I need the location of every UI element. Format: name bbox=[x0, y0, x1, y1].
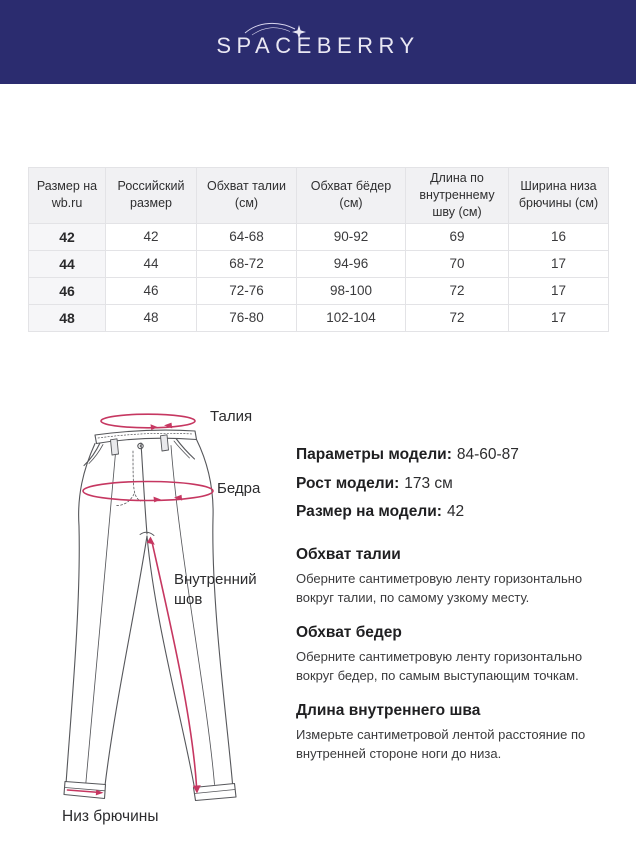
table-cell: 70 bbox=[406, 250, 509, 277]
table-cell: 44 bbox=[106, 250, 197, 277]
guide-title-inseam: Длина внутреннего шва bbox=[296, 702, 481, 719]
table-cell: 90-92 bbox=[297, 223, 406, 250]
table-cell: 46 bbox=[29, 277, 106, 304]
model-params-value: 84-60-87 bbox=[456, 446, 519, 463]
table-row bbox=[29, 277, 609, 304]
table-cell: 98-100 bbox=[297, 277, 406, 304]
col-header-inseam: Длина по внутреннему шву (см) bbox=[406, 168, 509, 224]
col-header-wb-size: Размер на wb.ru bbox=[29, 168, 106, 224]
col-header-ru-size: Российский размер bbox=[106, 168, 197, 224]
model-size-value: 42 bbox=[446, 503, 465, 520]
model-height-line bbox=[296, 470, 519, 499]
measure-guide bbox=[296, 546, 618, 780]
table-cell: 17 bbox=[509, 277, 609, 304]
diagram-label-waist: Талия bbox=[210, 408, 253, 425]
model-size-label: Размер на модели: bbox=[296, 503, 442, 520]
table-cell: 94-96 bbox=[297, 250, 406, 277]
table-cell: 16 bbox=[509, 223, 609, 250]
diagram-label-hips: Бедра bbox=[217, 480, 261, 497]
col-header-hips: Обхват бёдер (см) bbox=[297, 168, 406, 224]
table-cell: 64-68 bbox=[197, 223, 297, 250]
col-header-waist: Обхват талии (см) bbox=[197, 168, 297, 224]
table-cell: 42 bbox=[29, 223, 106, 250]
brand-banner bbox=[0, 0, 636, 84]
pants-sketch bbox=[55, 390, 285, 840]
table-cell: 72 bbox=[406, 304, 509, 331]
table-cell: 48 bbox=[106, 304, 197, 331]
table-cell: 42 bbox=[106, 223, 197, 250]
size-table bbox=[28, 167, 609, 332]
brand-name: SPACEBERRY bbox=[216, 33, 420, 58]
table-cell: 17 bbox=[509, 304, 609, 331]
table-cell: 44 bbox=[29, 250, 106, 277]
table-cell: 46 bbox=[106, 277, 197, 304]
table-row bbox=[29, 304, 609, 331]
table-cell: 17 bbox=[509, 250, 609, 277]
col-header-hem-width: Ширина низа брючины (см) bbox=[509, 168, 609, 224]
table-cell: 69 bbox=[406, 223, 509, 250]
model-params-label: Параметры модели: bbox=[296, 446, 452, 463]
model-info bbox=[296, 441, 519, 527]
guide-text-waist: Оберните сантиметровую ленту горизонтально вокруг талии, по самому узкому месту. bbox=[296, 571, 583, 605]
guide-text-hips: Оберните сантиметровую ленту горизонтально вокруг бедер, по самым выступающим точкам. bbox=[296, 649, 583, 683]
model-height-label: Рост модели: bbox=[296, 474, 400, 492]
table-row bbox=[29, 250, 609, 277]
diagram-label-inseam: Внутренний шов bbox=[174, 571, 257, 608]
guide-section-inseam bbox=[296, 702, 618, 763]
guide-section-waist bbox=[296, 546, 618, 607]
table-cell: 72-76 bbox=[197, 277, 297, 304]
model-height-value: 173 см bbox=[404, 474, 453, 492]
guide-title-hips: Обхват бедер bbox=[296, 624, 402, 641]
guide-text-inseam: Измерьте сантиметровой лентой расстояние по внутренней стороне ноги до низа. bbox=[296, 727, 586, 761]
table-cell: 76-80 bbox=[197, 304, 297, 331]
size-table-header-row bbox=[29, 168, 609, 224]
table-cell: 48 bbox=[29, 304, 106, 331]
table-cell: 102-104 bbox=[297, 304, 406, 331]
diagram-label-hem: Низ брючины bbox=[62, 808, 159, 825]
table-row bbox=[29, 223, 609, 250]
guide-section-hips bbox=[296, 624, 618, 685]
model-params-line bbox=[296, 441, 519, 470]
table-cell: 72 bbox=[406, 277, 509, 304]
model-size-line bbox=[296, 498, 519, 527]
guide-title-waist: Обхват талии bbox=[296, 546, 401, 563]
table-cell: 68-72 bbox=[197, 250, 297, 277]
